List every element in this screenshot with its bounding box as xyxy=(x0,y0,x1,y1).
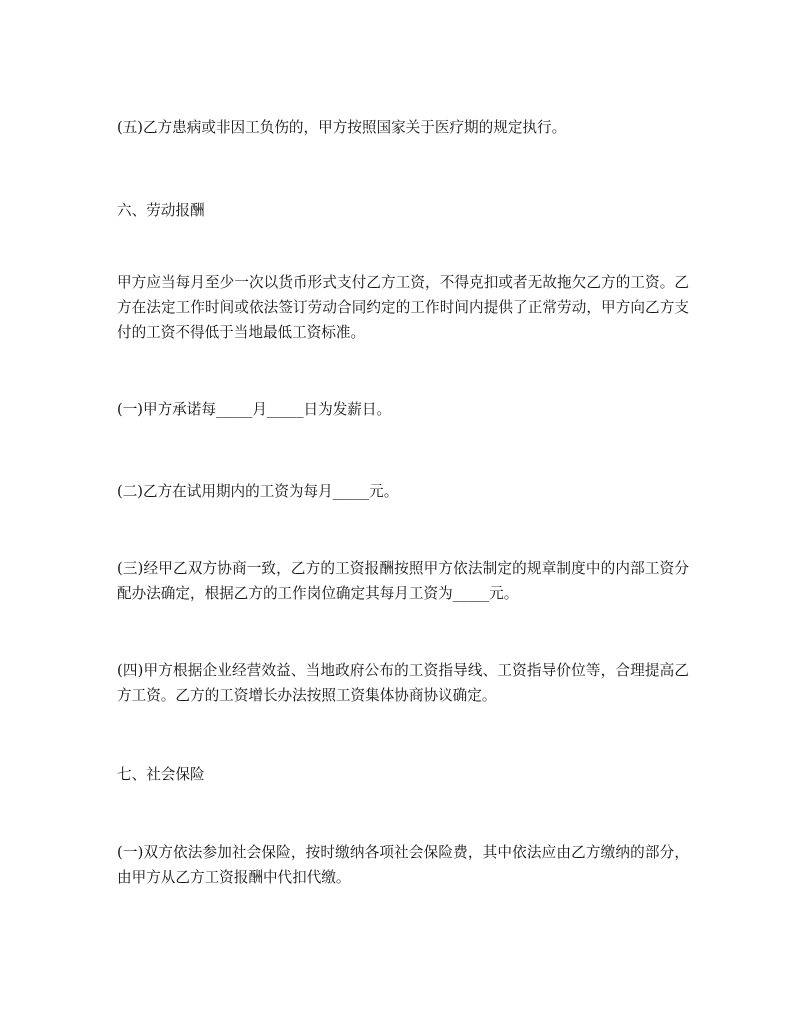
insurance-clause-1: (一)双方依法参加社会保险，按时缴纳各项社会保险费，其中依法应由乙方缴纳的部分，由甲方从乙方工资报酬中代扣代缴。 xyxy=(117,844,689,886)
section-heading-insurance: 七、社会保险 xyxy=(117,766,205,783)
wage-clause-probation: (二)乙方在试用期内的工资为每月_____元。 xyxy=(117,483,399,500)
wage-clause-monthly: (三)经甲乙双方协商一致，乙方的工资报酬按照甲方依法制定的规章制度中的内部工资分配办法确定，根据乙方的工作岗位确定其每月工资为_____元。 xyxy=(117,560,689,602)
wage-clause-payday: (一)甲方承诺每_____月_____日为发薪日。 xyxy=(117,401,392,418)
clause-5-illness: (五)乙方患病或非因工负伤的，甲方按照国家关于医疗期的规定执行。 xyxy=(117,119,567,136)
wage-clause-raise: (四)甲方根据企业经营效益、当地政府公布的工资指导线、工资指导价位等，合理提高乙方工资。乙方的工资增长办法按照工资集体协商协议确定。 xyxy=(117,662,689,704)
section-heading-wages: 六、劳动报酬 xyxy=(117,202,205,219)
wage-intro-paragraph: 甲方应当每月至少一次以货币形式支付乙方工资，不得克扣或者无故拖欠乙方的工资。乙方在法定工作时间或依法签订劳动合同约定的工作时间内提供了正常劳动，甲方向乙方支付的工资不得低于当地最低工资标准。 xyxy=(117,274,689,341)
